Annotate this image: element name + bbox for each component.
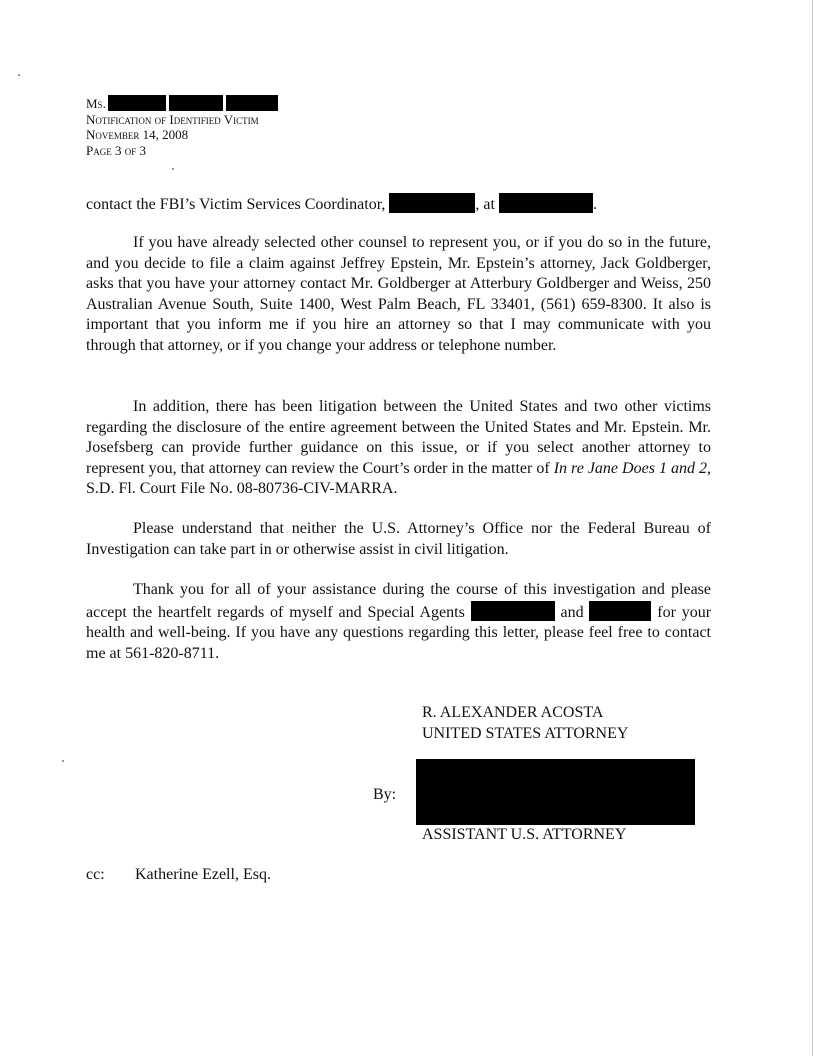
cc-recipient: Katherine Ezell, Esq. bbox=[135, 866, 271, 883]
redaction-block bbox=[589, 601, 651, 621]
date-line: November 14, 2008 bbox=[86, 127, 189, 142]
redaction-block bbox=[389, 193, 475, 213]
case-name: In re Jane Does 1 and 2 bbox=[553, 459, 707, 477]
letter-header bbox=[86, 95, 278, 158]
signatory-role: ASSISTANT U.S. ATTORNEY bbox=[422, 826, 627, 843]
recipient-prefix: Ms. bbox=[86, 96, 106, 111]
paragraph-victim-services: contact the FBI’s Victim Services Coordinator, , at . bbox=[86, 193, 711, 216]
redaction-block bbox=[108, 95, 166, 111]
paragraph-thank-you: Thank you for all of your assistance during the course of this investigation and please accept the heartfelt regards of myself and Special Agents and for your health and well-being. If you have any questions regarding this letter, please feel free to contact me at 561-820-8711. bbox=[86, 581, 712, 662]
scan-speck bbox=[62, 760, 64, 762]
signature-redaction-block bbox=[416, 759, 695, 825]
recipient-line bbox=[86, 95, 278, 112]
redaction-block bbox=[471, 601, 555, 621]
paragraph-other-counsel: If you have already selected other counsel to represent you, or if you do so in the future, and you decide to file a claim against Jeffrey Epstein, Mr. Epstein’s attorney, Jack Goldberger, asks that you have your attorney contact Mr. Goldberger at Atterbury Goldberger and Weiss, 250 Australian Avenue South, Suite 1400, West Palm Beach, FL 33401, (561) 659-8300. It also is important that you inform me if you hire an attorney so that I may communicate with you through that attorney, or if you change your address or telephone number. bbox=[86, 234, 711, 354]
signatory-name: R. ALEXANDER ACOSTA bbox=[422, 704, 604, 721]
signatory-title: UNITED STATES ATTORNEY bbox=[422, 725, 629, 742]
redaction-block bbox=[499, 193, 593, 213]
page-edge-line bbox=[812, 0, 813, 1056]
redaction-block bbox=[169, 95, 223, 111]
cc-line bbox=[86, 865, 271, 885]
paragraph-civil-litigation: Please understand that neither the U.S. Attorney’s Office nor the Federal Bureau of Investigation can take part in or otherwise assist in civil litigation. bbox=[86, 520, 711, 558]
by-label: By: bbox=[373, 786, 397, 803]
cc-label: cc: bbox=[86, 866, 105, 883]
scan-speck bbox=[18, 74, 20, 76]
page-number-line: Page 3 of 3 bbox=[86, 142, 146, 158]
scan-speck bbox=[172, 168, 174, 170]
paragraph-litigation: In addition, there has been litigation between the United States and two other victims regarding the disclosure of the entire agreement between the United States and Mr. Epstein. Mr. Josefsberg can provide further guidance on this issue, or if you select another attorney to represent you, that attorney can review the Court’s order in the matter of In re Jane Does 1 and 2, S.D. Fl. Court File No. 08-80736-CIV-MARRA. bbox=[86, 398, 711, 497]
redaction-block bbox=[226, 95, 278, 111]
subject-line: Notification of Identified Victim bbox=[86, 111, 259, 127]
